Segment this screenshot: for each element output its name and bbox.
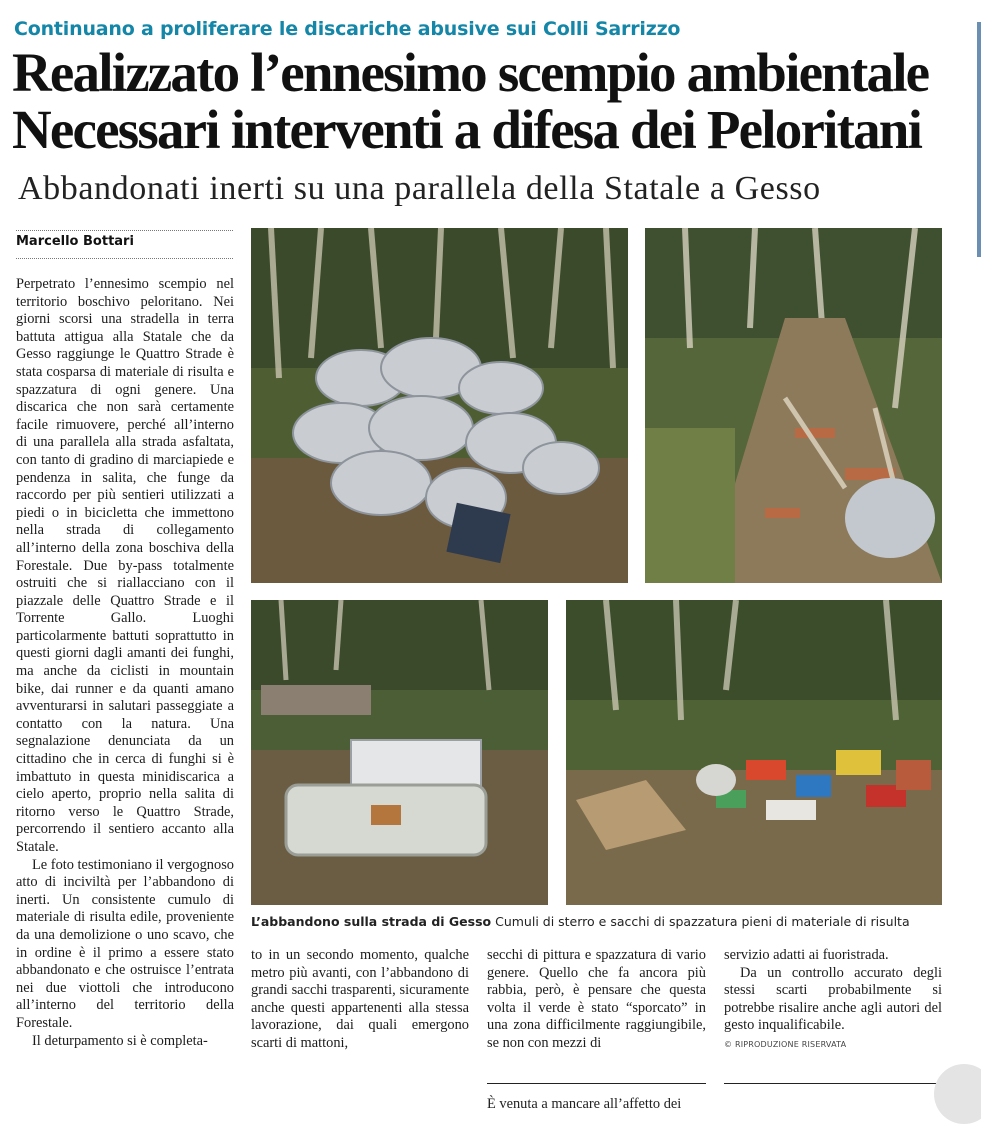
article-column-1 (16, 276, 234, 1050)
adjacent-page-sliver (960, 0, 981, 1108)
author-rule-top (16, 230, 233, 231)
photo-debris-pile (566, 600, 942, 905)
adjacent-photo (977, 22, 981, 257)
photo-garbage-bags (251, 228, 628, 583)
headline-line-2: Necessari interventi a difesa dei Peloritani (12, 99, 922, 160)
headline-line-1: Realizzato l’ennesimo scempio ambientale (12, 42, 929, 103)
next-article-text: È venuta a mancare all’affetto dei (487, 1096, 682, 1112)
paragraph-3: Il deturpamento si è completa- (32, 1032, 208, 1049)
article-column-4 (724, 947, 942, 1035)
headline (12, 44, 952, 158)
column-4-text-2: Da un controllo accurato degli stessi scarti probabilmente si potrebbe risalire anche agli autori del gesto inqualificabile. (724, 964, 942, 1034)
column-2-text: to in un secondo momento, qualche metro più avanti, con l’abbandono di grandi sacchi trasparenti, sicuramente anche questi appartenenti alla stessa lavorazione, dai quali emergono scarti di mattoni, (251, 947, 469, 1051)
subhead: Abbandonati inerti su una parallela della Statale a Gesso (18, 170, 821, 207)
next-article-rule-1 (487, 1083, 706, 1084)
column-3-text: secchi di pittura e spazzatura di vario genere. Quello che fa ancora più rabbia, però, è pensare che questa volta il verde è stato “sporcato” in una zona difficilmente raggiungibile, se non con mezzi di (487, 947, 706, 1051)
photo-mattress (251, 600, 548, 905)
paragraph-2: Le foto testimoniano il vergognoso atto di inciviltà per l’abbandono di inerti. Un consistente cumulo di materiale di risulta edile, proveniente da una demolizione o uno scavo, che in ordine è il primo a essere stato abbandonato e che ostruisce l’entrata nei due viottoli che introducono all’interno del territorio della Forestale. (16, 856, 234, 1031)
article-column-2 (251, 947, 469, 1053)
article-column-3 (487, 947, 706, 1053)
caption-text: Cumuli di sterro e sacchi di spazzatura pieni di materiale di risulta (491, 914, 910, 929)
kicker: Continuano a proliferare le discariche abusive sui Colli Sarrizzo (14, 18, 681, 40)
photo-caption (251, 914, 951, 929)
author-byline: Marcello Bottari (16, 234, 134, 249)
paragraph-1: Perpetrato l’ennesimo scempio nel territorio boschivo peloritano. Nei giorni scorsi una stradella in terra battuta attigua alla Statale che da Gesso raggiunge le Quattro Strade è stata cosparsa di materiale di risulta e spazzatura di ogni genere. Una discarica che non sarà certamente facile rimuovere, perché all’interno di una parallela alla strada asfaltata, con tanto di gradino di marciapiede e pendenza in salita, che funge da raccordo per più sentieri utilizzati a piedi o in bicicletta che immettono nella strada di collegamento all’interno della zona boschiva della Forestale. Due by-pass totalmente ostruiti che si riallacciano con il piazzale delle Quattro Strade e il Torrente Gallo. Luoghi particolarmente battuti soprattutto in questi giorni dagli amanti dei funghi, ma anche da ciclisti in mountain bike, dai runner e da quanti amano avventurarsi in salutari passeggiate a contatto con la natura. Una segnalazione denunciata da un cittadino che in cerca di funghi si è imbattuto in questa minidiscarica a cielo aperto, proprio nella salita di ritorno verso le Quattro Strade, percorrendo il sentiero accanto alla Statale. (16, 276, 234, 855)
author-rule-bottom (16, 258, 233, 259)
column-4-text-1: servizio adatti ai fuoristrada. (724, 947, 889, 963)
copyright-note: © RIPRODUZIONE RISERVATA (724, 1040, 847, 1049)
caption-bold: L’abbandono sulla strada di Gesso (251, 914, 492, 929)
page-fold-shadow (934, 1064, 981, 1124)
next-article-rule-2 (724, 1083, 942, 1084)
photo-rubble-trail (645, 228, 942, 583)
